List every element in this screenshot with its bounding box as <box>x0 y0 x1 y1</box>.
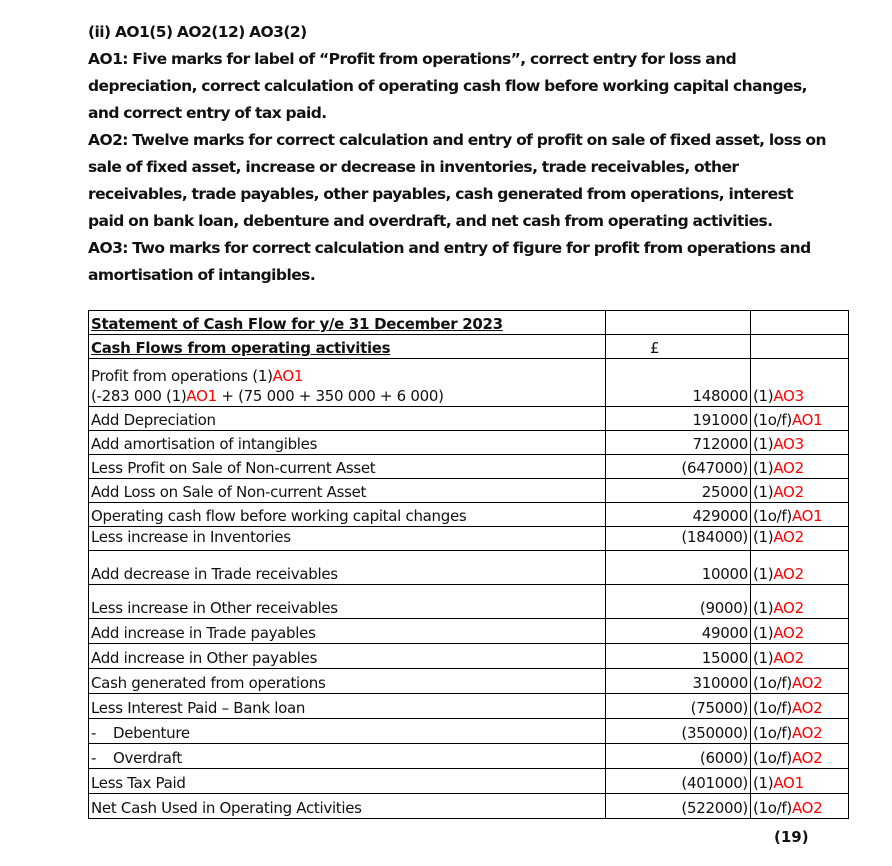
ao-mark: AO3 <box>773 435 804 453</box>
row-label: Add amortisation of intangibles <box>89 431 606 455</box>
row-mark <box>751 527 849 551</box>
row-amount: (647000) <box>606 455 751 479</box>
mark-prefix: (1) <box>753 565 774 583</box>
row-mark <box>751 407 849 431</box>
table-row <box>89 644 849 669</box>
table-row-profit-from-operations <box>89 359 849 407</box>
section-header-row <box>89 335 849 359</box>
row-amount: (350000) <box>606 719 751 744</box>
ao-mark: AO2 <box>773 483 804 501</box>
row-amount: 25000 <box>606 479 751 503</box>
table-row <box>89 694 849 719</box>
statement-title: Statement of Cash Flow for y/e 31 December 2023 <box>89 311 606 335</box>
ao-mark: AO2 <box>791 699 823 717</box>
table-row <box>89 455 849 479</box>
ao-mark: AO1 <box>791 507 823 525</box>
table-row <box>89 669 849 694</box>
mark-prefix: (1) <box>753 435 774 453</box>
row-label: Less increase in Other receivables <box>89 585 606 619</box>
row-label: Cash generated from operations <box>89 669 606 694</box>
row-mark <box>751 719 849 744</box>
table-row <box>89 619 849 644</box>
row-label: Less Profit on Sale of Non-current Asset <box>89 455 606 479</box>
row-amount: (75000) <box>606 694 751 719</box>
table-row <box>89 769 849 794</box>
row-label: Less increase in Inventories <box>89 527 606 551</box>
mark-prefix: (1o/f) <box>753 699 792 717</box>
row-mark <box>751 669 849 694</box>
empty-cell <box>751 311 849 335</box>
marking-criteria <box>88 19 828 289</box>
row-mark <box>751 359 849 407</box>
row-label: Net Cash Used in Operating Activities <box>89 794 606 819</box>
row-amount: 15000 <box>606 644 751 669</box>
profit-calculation-line <box>91 386 603 406</box>
table-row <box>89 585 849 619</box>
table-row <box>89 551 849 585</box>
ao-mark: AO2 <box>773 528 804 546</box>
row-mark <box>751 744 849 769</box>
mark-prefix: (1o/f) <box>753 724 792 742</box>
ao3-criteria: AO3: Two marks for correct calculation and entry of figure for profit from operations and amortisation of intangibles. <box>88 239 811 284</box>
table-row <box>89 431 849 455</box>
row-label: Operating cash flow before working capital changes <box>89 503 606 527</box>
ao-mark: AO2 <box>773 649 804 667</box>
mark-prefix: (1o/f) <box>753 674 792 692</box>
table-title-row <box>89 311 849 335</box>
row-amount: (6000) <box>606 744 751 769</box>
ao-mark: AO1 <box>186 387 217 405</box>
ao-mark: AO2 <box>791 799 823 817</box>
row-label: Less Interest Paid – Bank loan <box>89 694 606 719</box>
table-row <box>89 503 849 527</box>
ao-mark: AO2 <box>791 749 823 767</box>
row-mark <box>751 619 849 644</box>
row-amount: (9000) <box>606 585 751 619</box>
mark-prefix: (1) <box>753 774 774 792</box>
row-amount: (184000) <box>606 527 751 551</box>
ao-mark: AO2 <box>773 565 804 583</box>
row-amount: 10000 <box>606 551 751 585</box>
row-amount: (401000) <box>606 769 751 794</box>
row-mark <box>751 694 849 719</box>
dash: - <box>91 749 97 767</box>
section-title: Cash Flows from operating activities <box>89 335 606 359</box>
empty-cell <box>751 335 849 359</box>
row-mark <box>751 431 849 455</box>
mark-prefix: (1) <box>753 483 774 501</box>
row-amount: 712000 <box>606 431 751 455</box>
row-label: Add increase in Trade payables <box>89 619 606 644</box>
row-label: Add increase in Other payables <box>89 644 606 669</box>
ao1-criteria: AO1: Five marks for label of “Profit from operations”, correct entry for loss and depreciation, correct calculation of operating cash flow before working capital changes, and correct entry of tax paid. <box>88 50 808 122</box>
table-row <box>89 794 849 819</box>
row-mark <box>751 794 849 819</box>
dash: - <box>91 724 97 742</box>
calc-pre: (-283 000 (1) <box>91 387 187 405</box>
row-label <box>89 719 606 744</box>
row-amount: 49000 <box>606 619 751 644</box>
row-label: Add decrease in Trade receivables <box>89 551 606 585</box>
table-row <box>89 407 849 431</box>
cash-flow-rows <box>89 407 849 819</box>
profit-label-text: Profit from operations (1) <box>91 367 273 385</box>
total-marks: (19) <box>774 828 809 846</box>
table-row <box>89 719 849 744</box>
row-label: Add Loss on Sale of Non-current Asset <box>89 479 606 503</box>
row-amount: 310000 <box>606 669 751 694</box>
row-amount: 148000 <box>606 359 751 407</box>
row-label-text: Debenture <box>113 724 190 742</box>
mark-prefix: (1) <box>753 599 774 617</box>
mark-prefix: (1o/f) <box>753 411 792 429</box>
row-mark <box>751 479 849 503</box>
row-mark <box>751 585 849 619</box>
mark-prefix: (1) <box>753 624 774 642</box>
mark-prefix: (1) <box>753 649 774 667</box>
marks-heading: (ii) AO1(5) AO2(12) AO3(2) <box>88 23 307 41</box>
row-label-text: Overdraft <box>113 749 182 767</box>
row-label <box>89 359 606 407</box>
row-label <box>89 744 606 769</box>
ao-mark: AO1 <box>773 774 804 792</box>
ao-mark: AO2 <box>773 624 804 642</box>
table-row <box>89 479 849 503</box>
ao-mark: AO1 <box>272 367 304 385</box>
ao-mark: AO2 <box>791 724 823 742</box>
calc-post: + (75 000 + 350 000 + 6 000) <box>216 387 444 405</box>
ao2-criteria: AO2: Twelve marks for correct calculation and entry of profit on sale of fixed asset, loss on sale of fixed asset, increase or decrease in inventories, trade receivables, other receivables, trade payables, other payables, cash generated from operations, interest paid on bank loan, debenture and overdraft, and net cash from operating activities. <box>88 131 827 230</box>
table-row <box>89 744 849 769</box>
mark-prefix: (1o/f) <box>753 799 792 817</box>
row-mark <box>751 769 849 794</box>
row-label: Less Tax Paid <box>89 769 606 794</box>
ao-mark: AO3 <box>773 387 804 405</box>
mark-prefix: (1o/f) <box>753 749 792 767</box>
row-amount: 191000 <box>606 407 751 431</box>
empty-cell <box>606 311 751 335</box>
ao-mark: AO2 <box>773 599 804 617</box>
profit-label-line1 <box>91 366 603 386</box>
row-amount: (522000) <box>606 794 751 819</box>
ao-mark: AO2 <box>791 674 823 692</box>
row-mark <box>751 551 849 585</box>
ao-mark: AO1 <box>791 411 823 429</box>
table-row <box>89 527 849 551</box>
currency-header: £ <box>606 335 751 359</box>
row-mark <box>751 644 849 669</box>
row-label: Add Depreciation <box>89 407 606 431</box>
row-mark <box>751 455 849 479</box>
ao-mark: AO2 <box>773 459 804 477</box>
mark-prefix: (1) <box>753 528 774 546</box>
row-amount: 429000 <box>606 503 751 527</box>
row-mark <box>751 503 849 527</box>
mark-prefix: (1) <box>753 387 774 405</box>
mark-prefix: (1) <box>753 459 774 477</box>
mark-prefix: (1o/f) <box>753 507 792 525</box>
cash-flow-table <box>88 310 849 819</box>
